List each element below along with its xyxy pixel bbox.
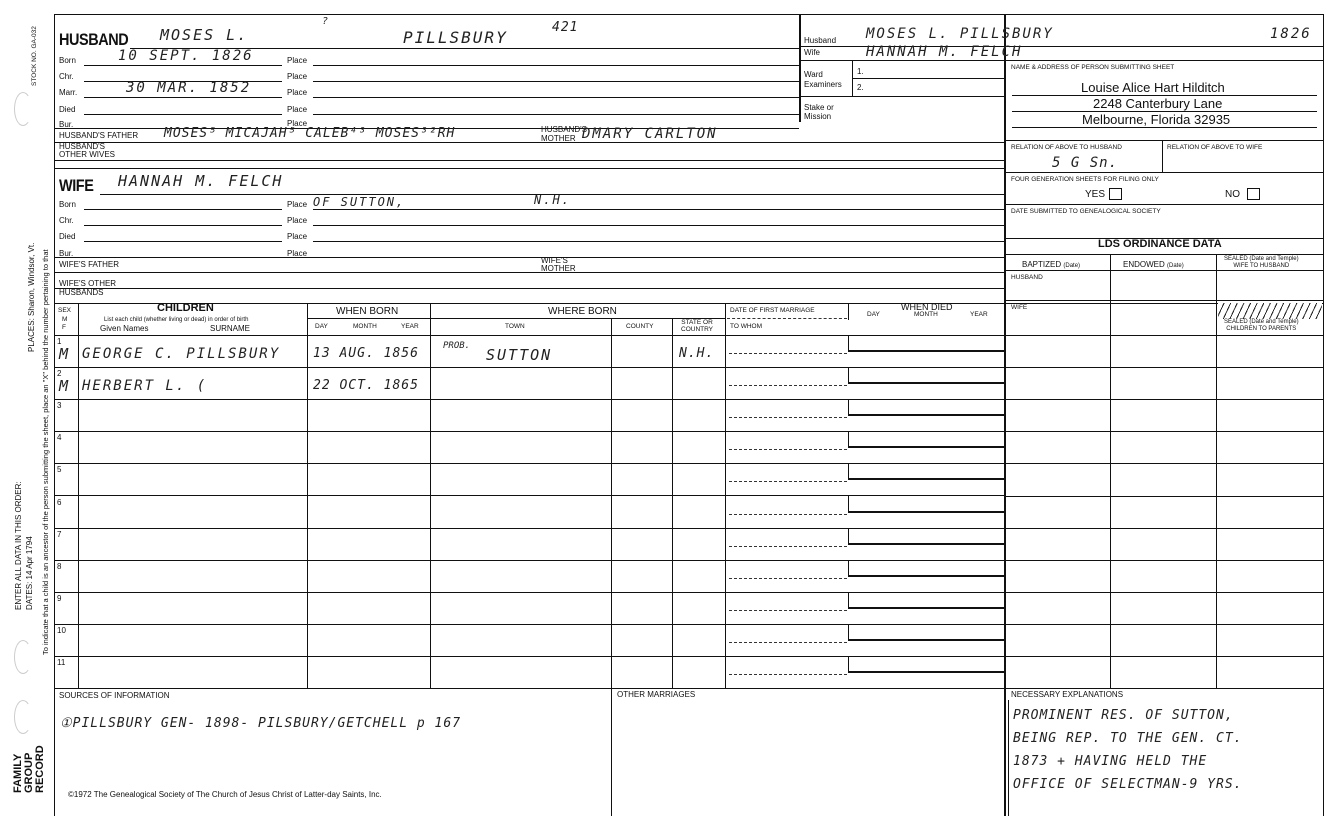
wife-born-label: Born [59,200,76,209]
husband-born-place-label: Place [287,56,308,65]
husband-bur-label: Bur. [59,120,74,129]
husband-right-border [799,14,801,122]
first-marriage-header: DATE OF FIRST MARRIAGE [730,307,815,314]
husband-died-place-label: Place [287,105,308,114]
husbands-mother-label: HUSBAND'S MOTHER [541,125,587,143]
explanations-text[interactable] [1013,704,1243,796]
wife-other-husbands-line [54,288,1005,289]
born-day-header: DAY [315,323,328,330]
child-number: 5 [57,465,62,474]
child-died-tick [848,624,849,641]
child-number: 2 [57,369,62,378]
child-marriage-dash [729,385,847,386]
husband-marr-label: Marr. [59,88,78,97]
child-row[interactable] [54,560,1005,592]
child-died-line [848,671,1005,673]
ordinance-row-line [1004,431,1324,432]
child-town-note: PROB. [443,341,471,351]
husband-heading: HUSBAND [59,30,129,49]
child-number: 6 [57,498,62,507]
examiner-1: 1. [857,67,864,76]
binder-hole [14,92,32,126]
relation-husband-value[interactable]: 5 G Sn. [1052,155,1119,171]
children-subheader: List each child (whether living or dead) in order of birth [104,317,249,323]
sex-m-header: M [62,316,68,323]
explanations-label: NECESSARY EXPLANATIONS [1011,690,1124,699]
sex-f-header: F [62,324,66,331]
given-names-header: Given Names [100,324,149,333]
child-row[interactable] [54,624,1005,656]
wife-born-state[interactable]: N.H. [534,193,571,207]
child-number: 1 [57,337,62,346]
ordinance-row-line [1004,624,1324,625]
submitter-street[interactable]: 2248 Canterbury Lane [1093,96,1223,111]
explanation-line: PROMINENT RES. OF SUTTON, [1013,708,1234,723]
frame-right [1323,14,1324,816]
wife-born-place-line [313,209,1005,210]
husband-chr-place-label: Place [287,72,308,81]
child-number: 7 [57,530,62,539]
other-marriages-label: OTHER MARRIAGES [617,690,696,699]
bottom-sections-top [54,688,1005,689]
child-died-tick [848,528,849,545]
ordinance-row-line [1004,367,1324,368]
child-row[interactable] [54,431,1005,463]
child-number: 3 [57,401,62,410]
examiners-bottom [799,96,1005,97]
child-name[interactable]: HERBERT L. ( [82,378,208,394]
state-header: STATE OR COUNTRY [681,319,714,333]
husband-marr-place-line [313,97,799,98]
child-died-line [848,350,1005,352]
wife-bur-label: Bur. [59,249,74,258]
husband-surname[interactable]: PILLSBURY [403,28,508,47]
side-dates: DATES: 14 Apr 1794 [25,536,34,610]
sealed-children-label: SEALED (Date and Temple) CHILDREN TO PARENTS [1224,319,1299,332]
date-submitted-label: DATE SUBMITTED TO GENEALOGICAL SOCIETY [1011,208,1161,215]
child-marriage-dash [729,449,847,450]
born-year-header: YEAR [401,323,419,330]
child-marriage-dash [729,578,847,579]
husband-marr-line [84,97,282,98]
first-marriage-dash [727,318,847,319]
born-month-header: MONTH [353,323,377,330]
wifes-other-husbands-label: WIFE'S OTHER HUSBANDS [59,279,117,297]
explanation-line: OFFICE OF SELECTMAN-9 YRS. [1013,777,1243,792]
four-gen-bottom [1004,204,1324,205]
ordinance-row-line [1004,399,1324,400]
husband-born-label: Born [59,56,76,65]
husbands-other-wives-label: HUSBAND'S OTHER WIVES [59,142,116,159]
child-row[interactable] [54,399,1005,431]
child-town[interactable]: SUTTON [486,346,553,364]
husband-chr-label: Chr. [59,72,74,81]
wifes-mother-label: WIFE'S MOTHER [541,256,576,273]
rp-husband-name[interactable]: MOSES L. PILLSBURY [866,26,1054,42]
wife-father-line [54,272,1005,273]
side-places: PLACES: Sharon, Windsor, Vt. [27,242,36,352]
yes-checkbox[interactable] [1109,188,1122,200]
rp-wife-name[interactable]: HANNAH M. FELCH [866,44,1023,60]
ord-wife-label: WIFE [1011,304,1028,311]
husband-died-place-line [313,114,799,115]
child-died-line [848,543,1005,545]
child-marriage-dash [729,514,847,515]
when-born-header: WHEN BORN [336,306,399,317]
child-marriage-dash [729,642,847,643]
child-died-tick [848,592,849,609]
town-header: TOWN [505,323,525,330]
wife-died-place-label: Place [287,232,308,241]
ward-label: Ward [804,70,823,79]
yes-label: YES [1085,189,1106,200]
submitter-label: NAME & ADDRESS OF PERSON SUBMITTING SHEET [1011,64,1175,71]
relation-bottom [1004,172,1324,173]
ord-wife-bottom [1004,335,1324,336]
stake-label: Stake or Mission [804,103,834,121]
sex-header: SEX [58,307,72,314]
child-marriage-dash [729,417,847,418]
child-row[interactable] [54,496,1005,528]
child-died-line [848,575,1005,577]
submitter-line-3 [1012,127,1317,128]
child-row[interactable] [54,335,1005,367]
sealed-wife-label: SEALED (Date and Temple) WIFE TO HUSBAND [1224,256,1299,269]
wife-chr-line [84,225,282,226]
child-number: 9 [57,594,62,603]
wife-bur-place-label: Place [287,249,308,258]
wife-name[interactable]: HANNAH M. FELCH [118,172,284,190]
died-day-header: DAY [867,311,880,318]
lds-header-bottom [1004,270,1324,271]
children-header-top [54,303,1324,304]
child-died-tick [848,656,849,673]
husband-marr-place-label: Place [287,88,308,97]
wife-died-label: Died [59,232,76,241]
examiner-2: 2. [857,83,864,92]
ord-husband-label: HUSBAND [1011,274,1043,281]
husband-died-label: Died [59,105,76,114]
husband-born-line [84,65,282,66]
child-name[interactable]: GEORGE C. PILLSBURY [82,346,281,362]
ordinance-row-line [1004,528,1324,529]
wife-heading: WIFE [59,176,94,195]
child-sex[interactable]: M [59,377,69,395]
examiners-label: Examiners [804,80,842,89]
child-marriage-dash [729,610,847,611]
husbands-mother-value[interactable]: DMARY CARLTON [582,126,718,142]
binder-hole [14,640,32,674]
child-died-line [848,478,1005,480]
rp-husband-label: Husband [804,36,837,45]
where-born-header: WHERE BORN [548,306,617,317]
child-died-line [848,607,1005,609]
to-whom-header: TO WHOM [730,323,763,330]
child-state[interactable]: N.H. [679,346,715,361]
examiner-1-line [852,78,1005,79]
child-died-line [848,511,1005,513]
child-row[interactable] [54,592,1005,624]
other-marriages-divider [611,688,612,816]
child-died-tick [848,463,849,480]
children-header: CHILDREN [157,302,214,314]
ordinance-row-line [1004,463,1324,464]
lds-title: LDS ORDINANCE DATA [1098,238,1222,250]
rp-wife-line [799,60,1324,61]
child-died-tick [848,431,849,448]
died-month-header: MONTH [914,311,938,318]
child-marriage-dash [729,674,847,675]
child-number: 11 [57,658,66,667]
frame-top [54,14,1324,15]
lds-title-bottom [1004,254,1324,255]
county-header: COUNTY [626,323,654,330]
relation-top [1004,140,1324,141]
wife-died-line [84,241,282,242]
child-row[interactable] [54,367,1005,399]
wife-bur-line [54,257,1005,258]
explanations-inner-border [1008,700,1009,816]
husband-mark: ? [322,16,331,27]
child-row[interactable] [54,656,1005,688]
wife-born-place[interactable]: OF SUTTON, [313,195,406,209]
child-number: 10 [57,626,66,635]
submitter-name[interactable]: Louise Alice Hart Hilditch [1081,80,1225,95]
side-enter-order: ENTER ALL DATA IN THIS ORDER: [14,481,23,610]
lds-col-2 [1216,254,1217,688]
ordinance-row-line [1004,592,1324,593]
husband-marr-date[interactable]: 30 MAR. 1852 [126,80,252,96]
husband-born-place-line [313,65,799,66]
relation-husband-label: RELATION OF ABOVE TO HUSBAND [1011,144,1122,151]
ordinance-row-line [1004,496,1324,497]
col-marriage [848,303,849,320]
child-marriage-dash [729,353,847,354]
child-died-tick [848,496,849,513]
sealed-hatch [1218,303,1322,319]
binder-hole [14,700,32,734]
surname-header: SURNAME [210,324,251,333]
copyright: ©1972 The Genealogical Society of The Church of Jesus Christ of Latter-day Saints, Inc. [68,790,382,799]
submitter-city[interactable]: Melbourne, Florida 32935 [1082,112,1231,127]
child-row[interactable] [54,528,1005,560]
when-died-header: WHEN DIED [901,302,953,312]
child-died-tick [848,367,849,384]
sources-text[interactable]: ①PILLSBURY GEN- 1898- PILSBURY/GETCHELL p 167 [60,716,462,731]
husband-chr-place-line [313,81,799,82]
no-checkbox[interactable] [1247,188,1260,200]
relation-wife-label: RELATION OF ABOVE TO WIFE [1167,144,1263,151]
husbands-father-value[interactable]: MOSES⁵ MICAJAH⁵ CALEB⁴³ MOSES³²RH [164,126,456,141]
explanation-line: 1873 + HAVING HELD THE [1013,754,1208,769]
endowed-label: ENDOWED (Date) [1123,260,1184,269]
child-died-line [848,446,1005,448]
lds-col-1 [1110,254,1111,688]
wife-top-line [54,168,1005,169]
child-marriage-dash [729,546,847,547]
side-instruction: To indicate that a child is an ancestor of the person submitting the sheet, place an "X" behind the number pertaining to that [41,249,50,655]
rp-wife-label: Wife [804,48,820,57]
four-gen-label: FOUR GENERATION SHEETS FOR FILING ONLY [1011,176,1159,183]
form-title: FAMILY GROUP RECORD [12,745,46,793]
child-sex[interactable]: M [59,345,69,363]
child-number: 8 [57,562,62,571]
wife-chr-place-label: Place [287,216,308,225]
child-born[interactable]: 22 OCT. 1865 [313,378,419,393]
husbands-father-label: HUSBAND'S FATHER [59,131,139,140]
wife-died-place-line [313,241,1005,242]
stock-number: STOCK NO. GA-032 [31,26,38,86]
child-number: 4 [57,433,62,442]
husband-number: 421 [552,20,579,35]
child-died-tick [848,560,849,577]
wifes-father-label: WIFE'S FATHER [59,260,120,269]
died-year-header: YEAR [970,311,988,318]
relation-divider [1162,140,1163,172]
child-died-tick [848,335,849,352]
children-subheader-line [307,318,725,319]
wife-chr-place-line [313,225,1005,226]
ord-husband-bottom [1004,300,1324,301]
rp-year[interactable]: 1826 [1270,26,1312,42]
child-died-line [848,382,1005,384]
child-died-line [848,414,1005,416]
husband-given-name[interactable]: MOSES L. [160,26,249,44]
explanations-top [1004,688,1324,689]
wife-born-line [84,209,282,210]
ordinance-row-line [1004,656,1324,657]
wife-chr-label: Chr. [59,216,74,225]
child-marriage-dash [729,481,847,482]
husband-other-wives-line [54,160,1005,161]
ordinance-row-line [1004,560,1324,561]
explanation-line: BEING REP. TO THE GEN. CT. [1013,731,1243,746]
husband-bur-place-label: Place [287,119,308,128]
child-died-line [848,639,1005,641]
husband-died-line [84,114,282,115]
sources-label: SOURCES OF INFORMATION [59,691,170,700]
child-born[interactable]: 13 AUG. 1856 [313,346,419,361]
child-row[interactable] [54,463,1005,495]
child-died-tick [848,399,849,416]
baptized-label: BAPTIZED (Date) [1022,260,1081,269]
husband-born-date[interactable]: 10 SEPT. 1826 [118,48,254,64]
no-label: NO [1225,189,1240,200]
wife-born-place-label: Place [287,200,308,209]
husband-father-line [54,142,1005,143]
